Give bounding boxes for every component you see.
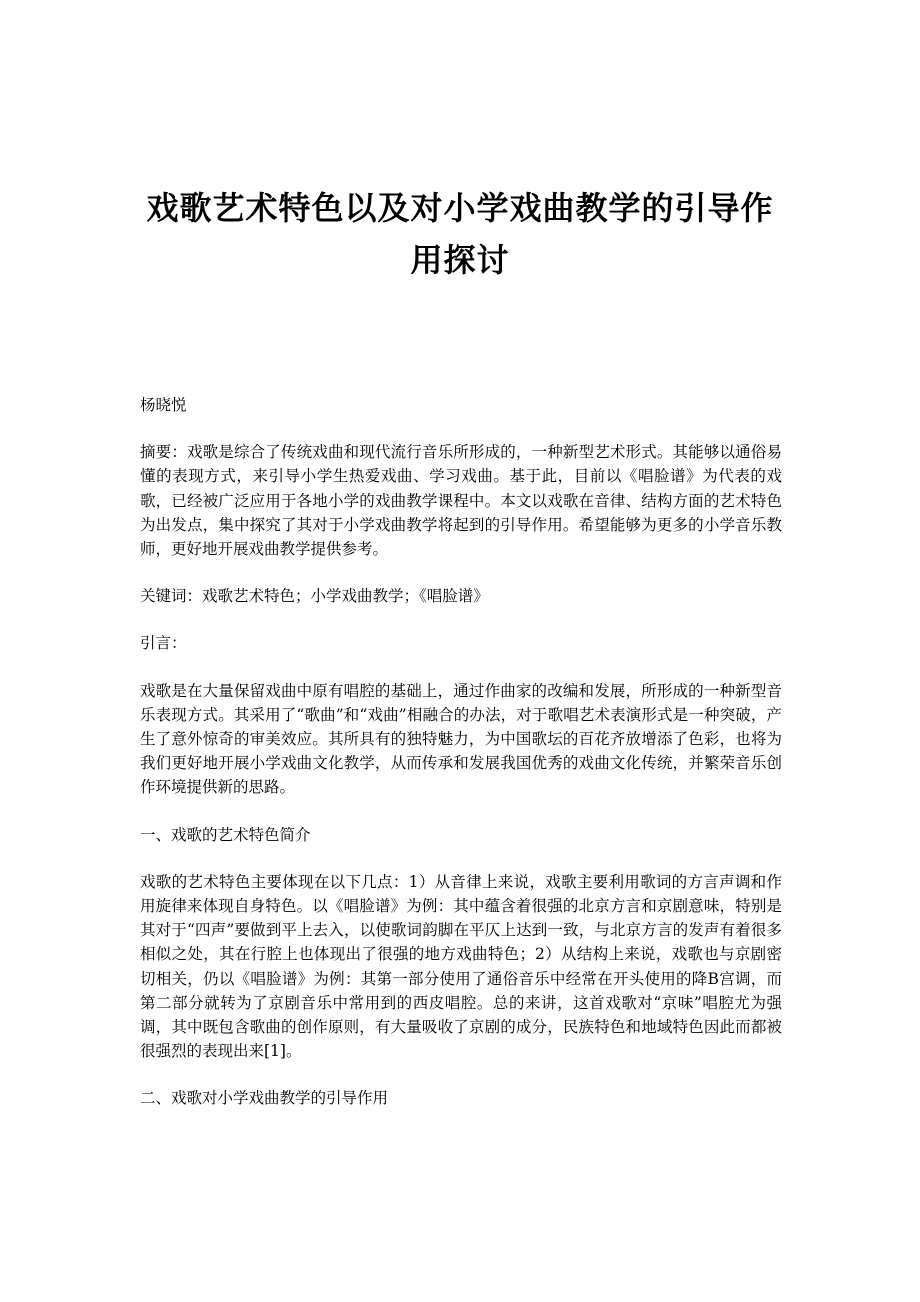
author-name: 杨晓悦 bbox=[140, 396, 187, 414]
paper-title: 戏歌艺术特色以及对小学戏曲教学的引导作用探讨 bbox=[146, 189, 774, 279]
section-heading-1: 一、戏歌的艺术特色简介 bbox=[140, 825, 311, 844]
abstract-paragraph: 摘要：戏歌是综合了传统戏曲和现代流行音乐所形成的，一种新型艺术形式。其能够以通俗易懂的表现方式，来引导小学生热爱戏曲、学习戏曲。基于此，目前以《唱脸谱》为代表的戏歌，已经被广泛应用于各地小学的戏曲教学课程中。本文以戏歌在音律、结构方面的艺术特色为出发点，集中探究了其对于小学戏曲教学将起到的引导作用。希望能够为更多的小学音乐教师，更好地开展戏曲教学提供参考。 bbox=[140, 443, 782, 559]
section-1-paragraph: 戏歌的艺术特色主要体现在以下几点：1）从音律上来说，戏歌主要利用歌词的方言声调和作用旋律来体现自身特色。以《唱脸谱》为例：其中蕴含着很强的北京方言和京剧意味，特别是其对于“四声”要做到平上去入，以使歌词韵脚在平仄上达到一致，与北京方言的发声有着很多相似之处，其在行腔上也体现出了很强的地方戏曲特色；2）从结构上来说，戏歌也与京剧密切相关，仍以《唱脸谱》为例：其第一部分使用了通俗音乐中经常在开头使用的降B宫调，而第二部分就转为了京剧音乐中常用到的西皮唱腔。总的来讲，这首戏歌对“京味”唱腔尤为强调，其中既包含歌曲的创作原则，有大量吸收了京剧的成分，民族特色和地域特色因此而都被很强烈的表现出来[1]。 bbox=[140, 872, 782, 1061]
section-heading-2: 二、戏歌对小学戏曲教学的引导作用 bbox=[140, 1089, 389, 1108]
keywords-line: 关键词：戏歌艺术特色；小学戏曲教学；《唱脸谱》 bbox=[140, 587, 489, 606]
paper-body bbox=[140, 393, 782, 1134]
intro-paragraph: 戏歌是在大量保留戏曲中原有唱腔的基础上，通过作曲家的改编和发展，所形成的一种新型音乐表现方式。其采用了“歌曲”和“戏曲”相融合的办法，对于歌唱艺术表演形式是一种突破，产生了意外惊奇的审美效应。其所具有的独特魅力，为中国歌坛的百花齐放增添了色彩，也将为我们更好地开展小学戏曲文化教学，从而传承和发展我国优秀的戏曲文化传统，并繁荣音乐创作环境提供新的思路。 bbox=[140, 681, 782, 797]
intro-label: 引言： bbox=[140, 634, 187, 653]
